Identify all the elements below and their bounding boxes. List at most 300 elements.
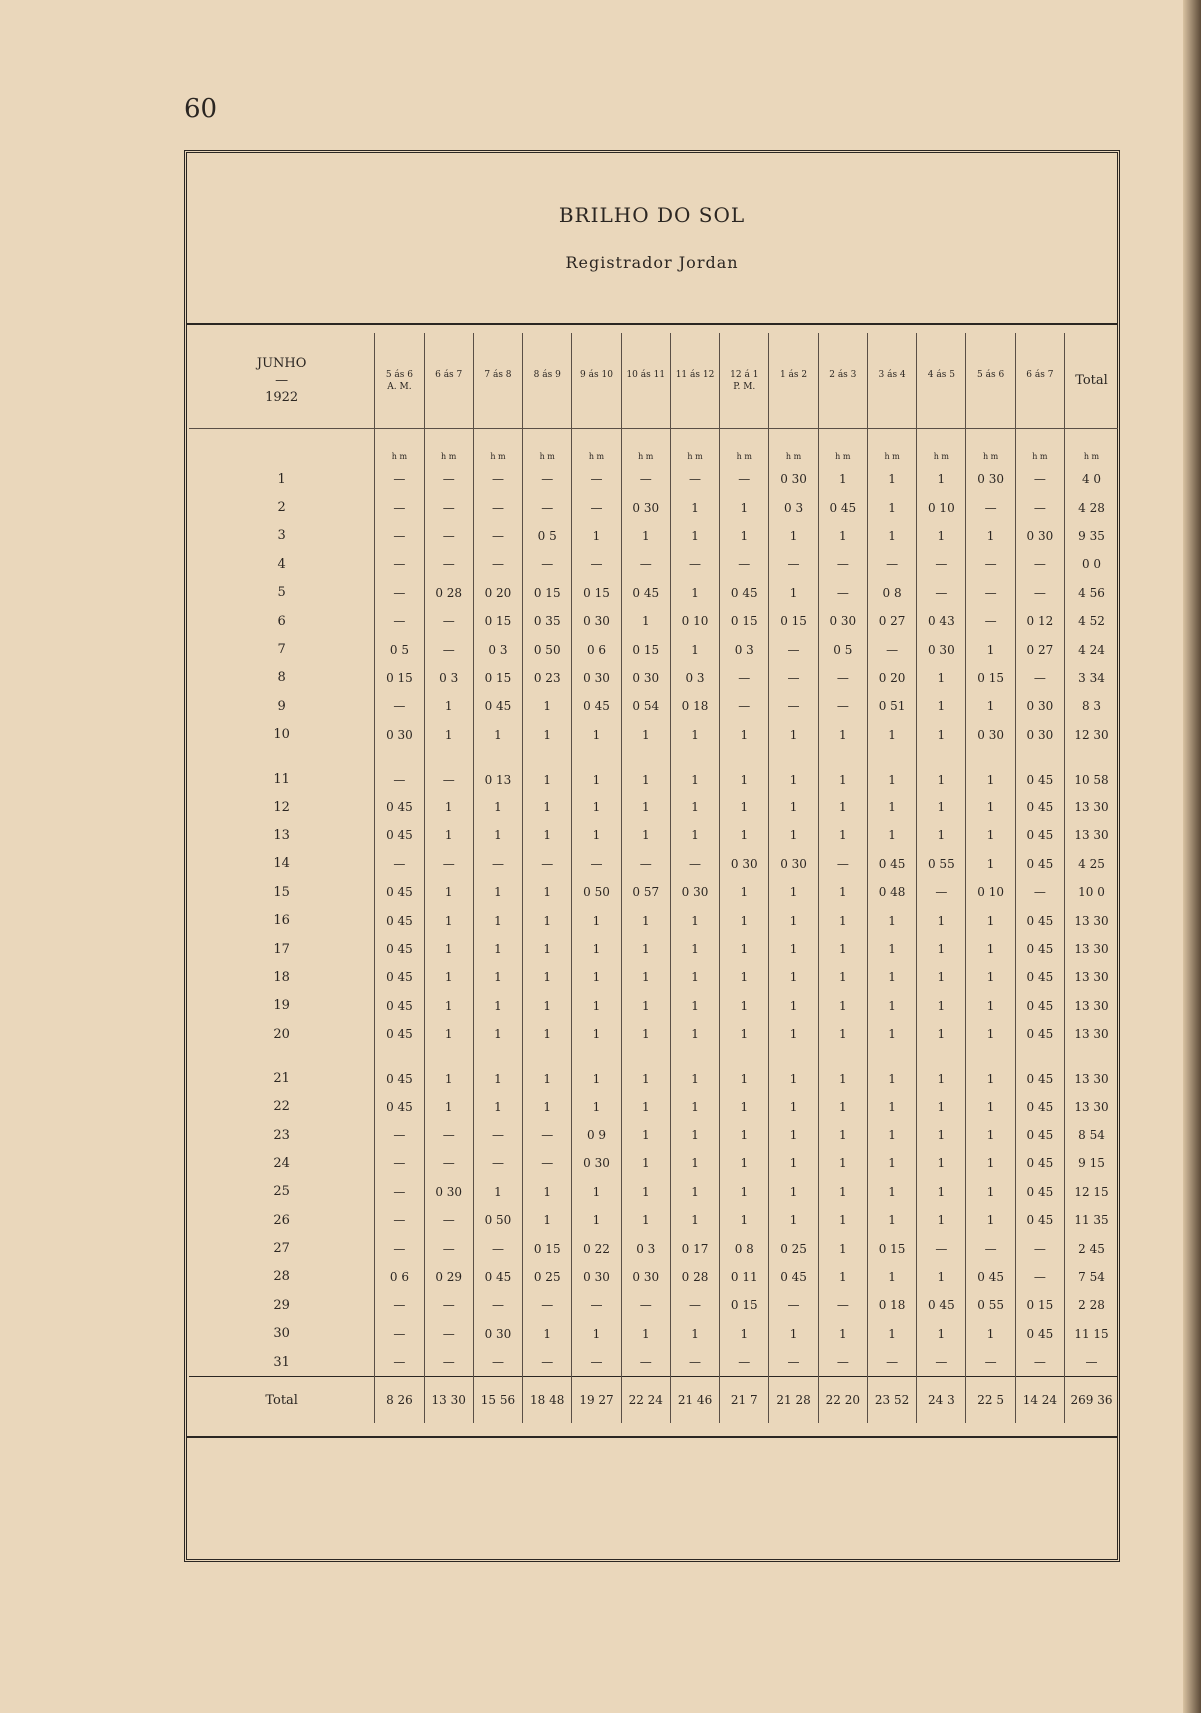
hour-cell: — — [424, 1149, 473, 1177]
hour-cell: — — [375, 607, 424, 635]
day-number: 7 — [277, 642, 286, 658]
hour-cell: 1 — [621, 1048, 670, 1092]
hour-cell: 1 — [670, 963, 719, 991]
hour-cell: 1 — [867, 935, 916, 963]
hour-cell: 1 — [818, 465, 867, 493]
hour-cell: — — [670, 550, 719, 578]
hour-cell: — — [473, 1121, 522, 1149]
hour-cell: 0 45 — [375, 992, 424, 1020]
header-row — [189, 333, 1118, 429]
table-row — [189, 992, 1118, 1020]
hour-cell: 0 5 — [375, 635, 424, 663]
hour-cell: 0 30 — [572, 664, 621, 692]
hour-cell: 1 — [917, 1206, 966, 1234]
hour-cell: — — [572, 550, 621, 578]
hour-cell: 1 — [917, 692, 966, 720]
hour-cell: — — [769, 664, 818, 692]
unit-label: h m — [966, 429, 1015, 466]
hour-cell: 1 — [621, 1121, 670, 1149]
hour-cell: 1 — [769, 1320, 818, 1348]
column-header: 7 ás 8 — [473, 333, 522, 429]
hour-cell: — — [720, 664, 769, 692]
hour-cell: 0 9 — [572, 1121, 621, 1149]
hour-cell: 1 — [473, 721, 522, 749]
hour-cell: — — [818, 850, 867, 878]
hour-cell: 1 — [966, 1092, 1015, 1120]
hour-cell: — — [621, 465, 670, 493]
hour-cell: — — [424, 1348, 473, 1377]
hour-cell: 0 45 — [375, 963, 424, 991]
hour-cell: 0 30 — [769, 850, 818, 878]
day-number: 3 — [277, 528, 286, 544]
hour-cell: — — [966, 1234, 1015, 1262]
hour-cell: 0 15 — [375, 664, 424, 692]
column-header: 6 ás 7 — [424, 333, 473, 429]
hour-cell: 1 — [621, 1206, 670, 1234]
row-total-cell: 2 45 — [1065, 1234, 1118, 1262]
hour-cell: — — [375, 692, 424, 720]
total-cell: 24 3 — [917, 1377, 966, 1424]
hour-cell: 1 — [670, 1020, 719, 1048]
hour-cell: — — [720, 465, 769, 493]
hour-cell: 1 — [670, 935, 719, 963]
hour-cell: 1 — [818, 878, 867, 906]
column-header: 5 ás 6 — [966, 333, 1015, 429]
hour-cell: 1 — [966, 1020, 1015, 1048]
hour-cell: 0 22 — [572, 1234, 621, 1262]
hour-cell: 1 — [818, 522, 867, 550]
column-header: 9 ás 10 — [572, 333, 621, 429]
hour-cell: 1 — [473, 935, 522, 963]
hour-cell: 1 — [818, 749, 867, 793]
hour-cell: 1 — [523, 1092, 572, 1120]
hour-cell: — — [523, 1121, 572, 1149]
hour-cell: — — [818, 579, 867, 607]
hour-cell: — — [966, 493, 1015, 521]
hour-cell: 0 57 — [621, 878, 670, 906]
hour-cell: 0 30 — [572, 607, 621, 635]
hour-cell: 0 45 — [1015, 1149, 1064, 1177]
hour-cell: 1 — [523, 1320, 572, 1348]
hour-cell: 1 — [670, 992, 719, 1020]
hour-cell: — — [720, 1348, 769, 1377]
unit-label: h m — [818, 429, 867, 466]
row-total-cell: 4 56 — [1065, 579, 1118, 607]
hour-cell: — — [769, 1291, 818, 1319]
hour-cell: — — [523, 550, 572, 578]
unit-label: h m — [375, 429, 424, 466]
day-number: 24 — [273, 1155, 290, 1171]
hour-cell: 0 45 — [1015, 1178, 1064, 1206]
hour-cell: 0 45 — [375, 793, 424, 821]
hour-cell: — — [670, 1291, 719, 1319]
hour-cell: 1 — [523, 692, 572, 720]
hour-cell: 1 — [867, 465, 916, 493]
hour-cell: 0 15 — [966, 664, 1015, 692]
total-cell: 8 26 — [375, 1377, 424, 1424]
hour-cell: 0 15 — [621, 635, 670, 663]
hour-cell: 1 — [769, 522, 818, 550]
hour-cell: — — [424, 1320, 473, 1348]
hour-cell: — — [818, 692, 867, 720]
column-header: 3 ás 4 — [867, 333, 916, 429]
hour-cell: 0 45 — [769, 1263, 818, 1291]
hour-cell: 0 27 — [867, 607, 916, 635]
hour-cell: 1 — [473, 878, 522, 906]
day-number: 14 — [273, 856, 290, 872]
hour-cell: 0 10 — [670, 607, 719, 635]
day-number: 17 — [273, 941, 290, 957]
day-number: 26 — [273, 1212, 290, 1228]
hour-cell: 1 — [917, 1092, 966, 1120]
hour-cell: 0 45 — [375, 1048, 424, 1092]
hour-cell: 0 27 — [1015, 635, 1064, 663]
row-total-cell: 4 52 — [1065, 607, 1118, 635]
hour-cell: 1 — [966, 963, 1015, 991]
hour-cell: 0 8 — [867, 579, 916, 607]
hour-cell: 1 — [917, 1320, 966, 1348]
hour-cell: 1 — [769, 1121, 818, 1149]
hour-cell: 1 — [572, 1092, 621, 1120]
row-total-cell: 12 15 — [1065, 1178, 1118, 1206]
table-row — [189, 1178, 1118, 1206]
hour-cell: — — [621, 1291, 670, 1319]
table-row — [189, 522, 1118, 550]
hour-cell: 1 — [917, 721, 966, 749]
table-row — [189, 1121, 1118, 1149]
hour-cell: 1 — [523, 963, 572, 991]
unit-label: h m — [621, 429, 670, 466]
hour-cell: 0 45 — [720, 579, 769, 607]
hour-cell: 1 — [917, 1048, 966, 1092]
table-row — [189, 821, 1118, 849]
hour-cell: 0 18 — [867, 1291, 916, 1319]
hour-cell: 1 — [621, 963, 670, 991]
hour-cell: 0 45 — [1015, 749, 1064, 793]
hour-cell: 0 30 — [621, 493, 670, 521]
hour-cell: 1 — [720, 906, 769, 934]
hour-cell: 1 — [720, 1320, 769, 1348]
hour-cell: — — [424, 749, 473, 793]
hour-cell: 1 — [867, 1149, 916, 1177]
hour-cell: — — [966, 607, 1015, 635]
hour-cell: — — [867, 1348, 916, 1377]
row-total-cell: 4 0 — [1065, 465, 1118, 493]
hour-cell: 1 — [867, 793, 916, 821]
hour-cell: 0 3 — [769, 493, 818, 521]
hour-cell: 1 — [818, 1020, 867, 1048]
hour-cell: 1 — [670, 635, 719, 663]
hour-cell: 0 45 — [621, 579, 670, 607]
row-total-cell: 13 30 — [1065, 963, 1118, 991]
hour-cell: 0 28 — [424, 579, 473, 607]
total-label: Total — [189, 1377, 375, 1424]
hour-cell: — — [769, 1348, 818, 1377]
hour-cell: — — [867, 550, 916, 578]
hour-cell: 0 6 — [375, 1263, 424, 1291]
hour-cell: — — [1015, 1234, 1064, 1262]
hour-cell: 1 — [720, 1206, 769, 1234]
hour-cell: 1 — [867, 821, 916, 849]
row-total-cell: 4 25 — [1065, 850, 1118, 878]
hour-cell: 0 45 — [1015, 906, 1064, 934]
hour-cell: 1 — [769, 1048, 818, 1092]
hour-cell: 0 15 — [473, 664, 522, 692]
row-total-cell: 9 15 — [1065, 1149, 1118, 1177]
hour-cell: 1 — [917, 1020, 966, 1048]
unit-label: h m — [720, 429, 769, 466]
hour-cell: — — [670, 465, 719, 493]
hour-cell: — — [375, 1178, 424, 1206]
hour-cell: 0 30 — [720, 850, 769, 878]
hour-cell: 1 — [572, 1178, 621, 1206]
hour-cell: 0 45 — [375, 1020, 424, 1048]
hour-cell: 1 — [572, 992, 621, 1020]
hour-cell: 1 — [917, 1121, 966, 1149]
hour-cell: — — [375, 1291, 424, 1319]
hour-cell: 0 45 — [473, 692, 522, 720]
table-row — [189, 878, 1118, 906]
hour-cell: 1 — [917, 963, 966, 991]
table-row — [189, 850, 1118, 878]
total-cell: 23 52 — [867, 1377, 916, 1424]
hour-cell: 1 — [621, 992, 670, 1020]
hour-cell: — — [670, 850, 719, 878]
hour-cell: 0 45 — [1015, 1092, 1064, 1120]
unit-label: h m — [917, 429, 966, 466]
hour-cell: — — [572, 1348, 621, 1377]
hour-cell: — — [572, 850, 621, 878]
hour-cell: 1 — [769, 1178, 818, 1206]
hour-cell: — — [621, 550, 670, 578]
hour-cell: — — [966, 1348, 1015, 1377]
hour-cell: — — [424, 607, 473, 635]
hour-cell: 1 — [867, 906, 916, 934]
hour-cell: 1 — [670, 906, 719, 934]
total-cell: 14 24 — [1015, 1377, 1064, 1424]
hour-cell: 0 45 — [375, 878, 424, 906]
day-number: 6 — [277, 613, 286, 629]
hour-cell: 0 15 — [473, 607, 522, 635]
hour-cell: — — [621, 850, 670, 878]
hour-cell: 1 — [670, 1320, 719, 1348]
hour-cell: — — [572, 1291, 621, 1319]
month-header — [189, 333, 375, 429]
hour-cell: 1 — [473, 1178, 522, 1206]
table-row — [189, 493, 1118, 521]
hour-cell: 1 — [818, 1206, 867, 1234]
table-footer-area — [187, 1436, 1117, 1438]
day-number: 31 — [273, 1354, 290, 1370]
hour-cell: — — [473, 493, 522, 521]
hour-cell: — — [1015, 1263, 1064, 1291]
day-number: 16 — [273, 913, 290, 929]
hour-cell: 1 — [670, 793, 719, 821]
hour-cell: — — [424, 522, 473, 550]
hour-cell: 1 — [867, 1178, 916, 1206]
row-total-cell: 0 0 — [1065, 550, 1118, 578]
hour-cell: 1 — [621, 906, 670, 934]
day-number: 23 — [273, 1127, 290, 1143]
day-number: 13 — [273, 827, 290, 843]
hour-cell: — — [917, 878, 966, 906]
hour-cell: — — [375, 1149, 424, 1177]
hour-cell: 1 — [621, 1020, 670, 1048]
hour-cell: 1 — [917, 992, 966, 1020]
hour-cell: — — [818, 1348, 867, 1377]
unit-label: h m — [572, 429, 621, 466]
hour-cell: 0 45 — [1015, 1320, 1064, 1348]
unit-label: h m — [424, 429, 473, 466]
hour-cell: 1 — [523, 906, 572, 934]
hour-cell: 1 — [720, 1020, 769, 1048]
hour-cell: 1 — [523, 1178, 572, 1206]
hour-cell: 0 30 — [1015, 692, 1064, 720]
hour-cell: 0 20 — [473, 579, 522, 607]
hour-cell: 0 45 — [867, 850, 916, 878]
hour-cell: 1 — [769, 935, 818, 963]
hour-cell: — — [473, 1149, 522, 1177]
hour-cell: 1 — [572, 1206, 621, 1234]
hour-cell: — — [375, 1206, 424, 1234]
row-total-cell: 13 30 — [1065, 821, 1118, 849]
hour-cell: 1 — [769, 721, 818, 749]
hour-cell: 1 — [523, 935, 572, 963]
hour-cell: 1 — [424, 1092, 473, 1120]
hour-cell: — — [966, 550, 1015, 578]
hour-cell: 0 30 — [966, 465, 1015, 493]
hour-cell: 1 — [966, 821, 1015, 849]
hour-cell: 1 — [966, 1149, 1015, 1177]
hour-cell: 1 — [867, 992, 916, 1020]
hour-cell: — — [473, 550, 522, 578]
hour-cell: 0 15 — [867, 1234, 916, 1262]
hour-cell: 1 — [670, 1206, 719, 1234]
hour-cell: 0 10 — [966, 878, 1015, 906]
day-number: 21 — [273, 1071, 290, 1087]
hour-cell: 1 — [473, 1048, 522, 1092]
hour-cell: 1 — [818, 1178, 867, 1206]
day-number: 1 — [277, 471, 286, 487]
hour-cell: 1 — [769, 906, 818, 934]
hour-cell: 0 15 — [523, 1234, 572, 1262]
hour-cell: — — [424, 1234, 473, 1262]
day-number: 28 — [273, 1269, 290, 1285]
hour-cell: 1 — [720, 878, 769, 906]
hour-cell: — — [375, 579, 424, 607]
hour-cell: 1 — [523, 821, 572, 849]
hour-cell: 0 12 — [1015, 607, 1064, 635]
hour-cell: 1 — [523, 992, 572, 1020]
hour-cell: 1 — [917, 522, 966, 550]
hour-cell: 1 — [424, 963, 473, 991]
hour-cell: 1 — [572, 793, 621, 821]
table-row — [189, 906, 1118, 934]
unit-label: h m — [769, 429, 818, 466]
hour-cell: 1 — [769, 1020, 818, 1048]
table-row — [189, 721, 1118, 749]
row-total-cell: 7 54 — [1065, 1263, 1118, 1291]
hour-cell: 0 28 — [670, 1263, 719, 1291]
hour-cell: 1 — [867, 1048, 916, 1092]
hour-cell: 0 45 — [966, 1263, 1015, 1291]
sunshine-table — [189, 333, 1118, 1423]
hour-cell: 1 — [769, 793, 818, 821]
hour-cell: 1 — [818, 1320, 867, 1348]
hour-cell: 1 — [720, 1092, 769, 1120]
hour-cell: 1 — [917, 465, 966, 493]
hour-cell: 0 30 — [966, 721, 1015, 749]
hour-cell: 0 3 — [621, 1234, 670, 1262]
hour-cell: 1 — [769, 992, 818, 1020]
hour-cell: 1 — [769, 821, 818, 849]
day-number: 12 — [273, 799, 290, 815]
hour-cell: 0 30 — [769, 465, 818, 493]
row-total-cell: 13 30 — [1065, 935, 1118, 963]
day-number: 20 — [273, 1026, 290, 1042]
hour-cell: — — [424, 1121, 473, 1149]
hour-cell: — — [473, 1348, 522, 1377]
hour-cell: 0 25 — [523, 1263, 572, 1291]
am-label: A. M. — [387, 381, 412, 392]
hour-cell: 0 25 — [769, 1234, 818, 1262]
hour-cell: 1 — [621, 607, 670, 635]
hour-cell: 0 8 — [720, 1234, 769, 1262]
row-total-cell: 13 30 — [1065, 906, 1118, 934]
total-cell: 18 48 — [523, 1377, 572, 1424]
hour-cell: — — [769, 550, 818, 578]
hour-cell: 0 50 — [473, 1206, 522, 1234]
hour-cell: — — [523, 1348, 572, 1377]
table-row — [189, 963, 1118, 991]
hour-cell: 1 — [621, 935, 670, 963]
hour-cell: 1 — [818, 1092, 867, 1120]
hour-cell: — — [523, 1291, 572, 1319]
table-row — [189, 635, 1118, 663]
hour-cell: — — [1015, 878, 1064, 906]
hour-cell: 0 45 — [1015, 821, 1064, 849]
total-cell: 21 28 — [769, 1377, 818, 1424]
table-row — [189, 1092, 1118, 1120]
hour-cell: — — [424, 1206, 473, 1234]
hour-cell: 1 — [720, 1178, 769, 1206]
hour-cell: 1 — [818, 935, 867, 963]
hour-cell: 1 — [966, 793, 1015, 821]
day-number: 9 — [277, 698, 286, 714]
hour-cell: 1 — [523, 793, 572, 821]
hour-cell: 1 — [523, 1048, 572, 1092]
unit-label: h m — [1015, 429, 1064, 466]
hour-cell: — — [375, 522, 424, 550]
hour-cell: 0 45 — [375, 906, 424, 934]
hour-cell: 0 48 — [867, 878, 916, 906]
hour-cell: 1 — [867, 1092, 916, 1120]
hour-cell: 0 45 — [1015, 963, 1064, 991]
hour-cell: 1 — [917, 793, 966, 821]
day-number: 11 — [273, 771, 290, 787]
row-total-cell: 3 34 — [1065, 664, 1118, 692]
hour-cell: — — [572, 465, 621, 493]
hour-cell: 0 45 — [1015, 1121, 1064, 1149]
hour-cell: 1 — [818, 821, 867, 849]
hour-cell: 1 — [867, 1020, 916, 1048]
hour-cell: — — [375, 493, 424, 521]
hour-cell: 1 — [966, 522, 1015, 550]
table-body — [189, 465, 1118, 1377]
hour-cell: 0 45 — [1015, 850, 1064, 878]
hour-cell: — — [818, 550, 867, 578]
hour-cell: 1 — [720, 749, 769, 793]
